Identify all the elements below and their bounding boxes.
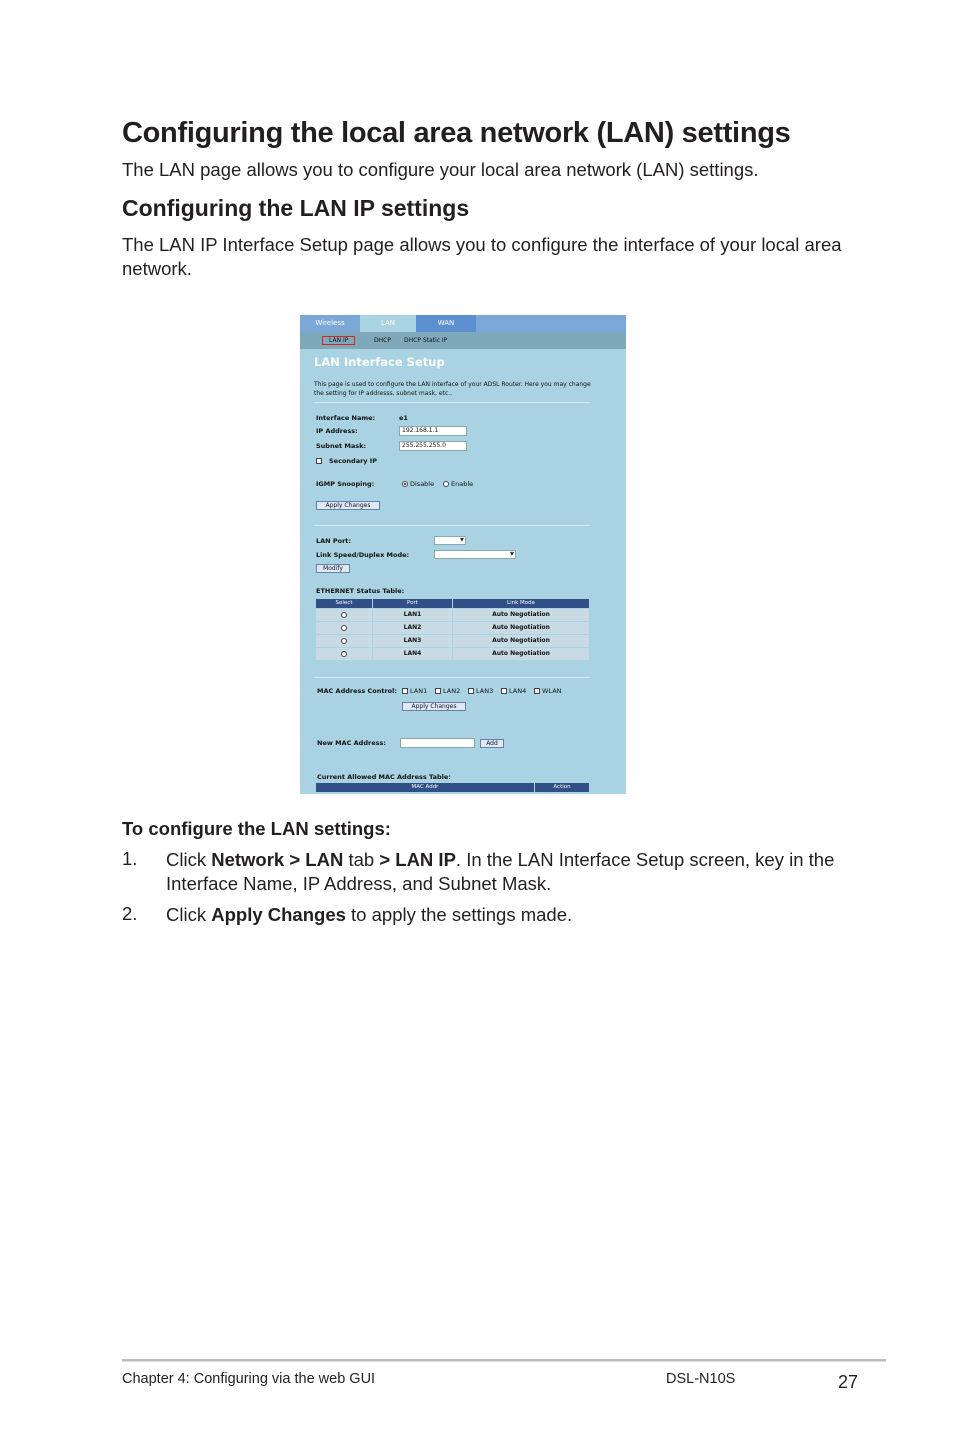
ip-address-input[interactable]: 192.168.1.1 (399, 426, 467, 436)
section-intro: The LAN IP Interface Setup page allows you to configure the interface of your local area network. (122, 234, 842, 279)
step-2-number: 2. (122, 903, 138, 924)
step-2-text (166, 903, 856, 927)
lan-interface-screenshot (300, 315, 626, 794)
interface-name-label: Interface Name: (316, 414, 376, 422)
mac-lan2-label: LAN2 (443, 687, 461, 695)
lan-port-label: LAN Port: (316, 537, 352, 545)
divider (314, 677, 590, 678)
step-1-part: tab (343, 849, 380, 870)
footer-page-number: 27 (838, 1372, 859, 1392)
row-link-mode: Auto Negotiation (453, 648, 589, 660)
row-port: LAN3 (373, 635, 452, 647)
secondary-ip-label: Secondary IP (329, 457, 377, 465)
divider (314, 402, 590, 403)
mac-lan4-label: LAN4 (509, 687, 527, 695)
tab-wan[interactable]: WAN (416, 315, 476, 332)
subtab-dhcp-static[interactable]: DHCP Static IP (404, 337, 448, 344)
interface-name-value: e1 (399, 414, 408, 422)
tab-lan[interactable]: LAN (360, 315, 416, 332)
step-1-part: Click (166, 849, 212, 870)
modify-button[interactable]: Modify (316, 564, 350, 573)
step-2-part: to apply the settings made. (345, 904, 573, 925)
mac-wlan-label: WLAN (542, 687, 562, 695)
link-speed-select[interactable] (434, 550, 516, 559)
setup-header: LAN Interface Setup (314, 355, 445, 369)
igmp-label: IGMP Snooping: (316, 480, 375, 488)
step-1-number: 1. (122, 848, 138, 869)
row-link-mode: Auto Negotiation (453, 609, 589, 621)
tab-wireless[interactable]: Wireless (315, 319, 345, 327)
footer-chapter: Chapter 4: Configuring via the web GUI (122, 1371, 376, 1387)
page-title: Configuring the local area network (LAN) settings (122, 117, 791, 149)
mac-control-label: MAC Address Control: (317, 687, 397, 695)
mac-lan1-checkbox[interactable] (402, 688, 408, 694)
step-1-bold: Network > LAN (211, 849, 344, 870)
igmp-disable-radio[interactable] (402, 481, 408, 487)
secondary-ip-checkbox[interactable] (316, 458, 322, 464)
step-2-part: Click (166, 904, 212, 925)
step-1-text (166, 848, 856, 896)
add-button[interactable]: Add (480, 739, 504, 748)
row-link-mode: Auto Negotiation (453, 622, 589, 634)
eth-col-select: Select (316, 599, 372, 608)
new-mac-label: New MAC Address: (317, 739, 386, 747)
intro-text: The LAN page allows you to configure your local area network (LAN) settings. (122, 159, 759, 180)
row-select-radio[interactable] (341, 625, 347, 631)
mac-lan1-label: LAN1 (410, 687, 428, 695)
step-2-bold: Apply Changes (211, 904, 346, 925)
link-speed-label: Link Speed/Duplex Mode: (316, 551, 410, 559)
mac-lan4-checkbox[interactable] (501, 688, 507, 694)
step-1-bold: > LAN IP (379, 849, 456, 870)
lan-port-select[interactable] (434, 536, 466, 545)
subnet-mask-label: Subnet Mask: (316, 442, 367, 450)
igmp-enable-label: Enable (451, 480, 474, 488)
mac-col-action: Action (535, 783, 589, 792)
row-port: LAN4 (373, 648, 452, 660)
mac-lan2-checkbox[interactable] (435, 688, 441, 694)
row-select-radio[interactable] (341, 638, 347, 644)
igmp-enable-radio[interactable] (443, 481, 449, 487)
mac-table-label: Current Allowed MAC Address Table: (317, 773, 451, 781)
footer-rule (122, 1359, 886, 1362)
apply-changes-button[interactable]: Apply Changes (316, 501, 380, 510)
new-mac-input[interactable] (400, 738, 475, 748)
section-title: Configuring the LAN IP settings (122, 195, 470, 221)
ethernet-table-label: ETHERNET Status Table: (316, 587, 405, 595)
footer-model: DSL-N10S (666, 1371, 736, 1387)
step-1-part: . In the LAN Interface Setup screen, key in the Interface Name, IP Address, and Subnet Mask. (166, 849, 835, 894)
steps-heading: To configure the LAN settings: (122, 818, 391, 839)
subtab-lan-ip[interactable]: LAN IP (322, 336, 355, 345)
row-select-radio[interactable] (341, 612, 347, 618)
subnet-mask-input[interactable]: 255.255.255.0 (399, 441, 467, 451)
row-link-mode: Auto Negotiation (453, 635, 589, 647)
divider (314, 525, 590, 526)
ip-address-label: IP Address: (316, 427, 358, 435)
eth-col-port: Port (373, 599, 452, 608)
row-select-radio[interactable] (341, 651, 347, 657)
mac-wlan-checkbox[interactable] (534, 688, 540, 694)
mac-lan3-checkbox[interactable] (468, 688, 474, 694)
eth-col-link-mode: Link Mode (453, 599, 589, 608)
row-port: LAN2 (373, 622, 452, 634)
igmp-disable-label: Disable (410, 480, 435, 488)
mac-lan3-label: LAN3 (476, 687, 494, 695)
mac-col-addr: MAC Addr (316, 783, 534, 792)
row-port: LAN1 (373, 609, 452, 621)
subtab-dhcp[interactable]: DHCP (374, 337, 391, 344)
setup-description: This page is used to configure the LAN interface of your ADSL Router. Here you may change the setting for IP addresss, subnet mask, etc.. (314, 381, 591, 397)
mac-apply-changes-button[interactable]: Apply Changes (402, 702, 466, 711)
